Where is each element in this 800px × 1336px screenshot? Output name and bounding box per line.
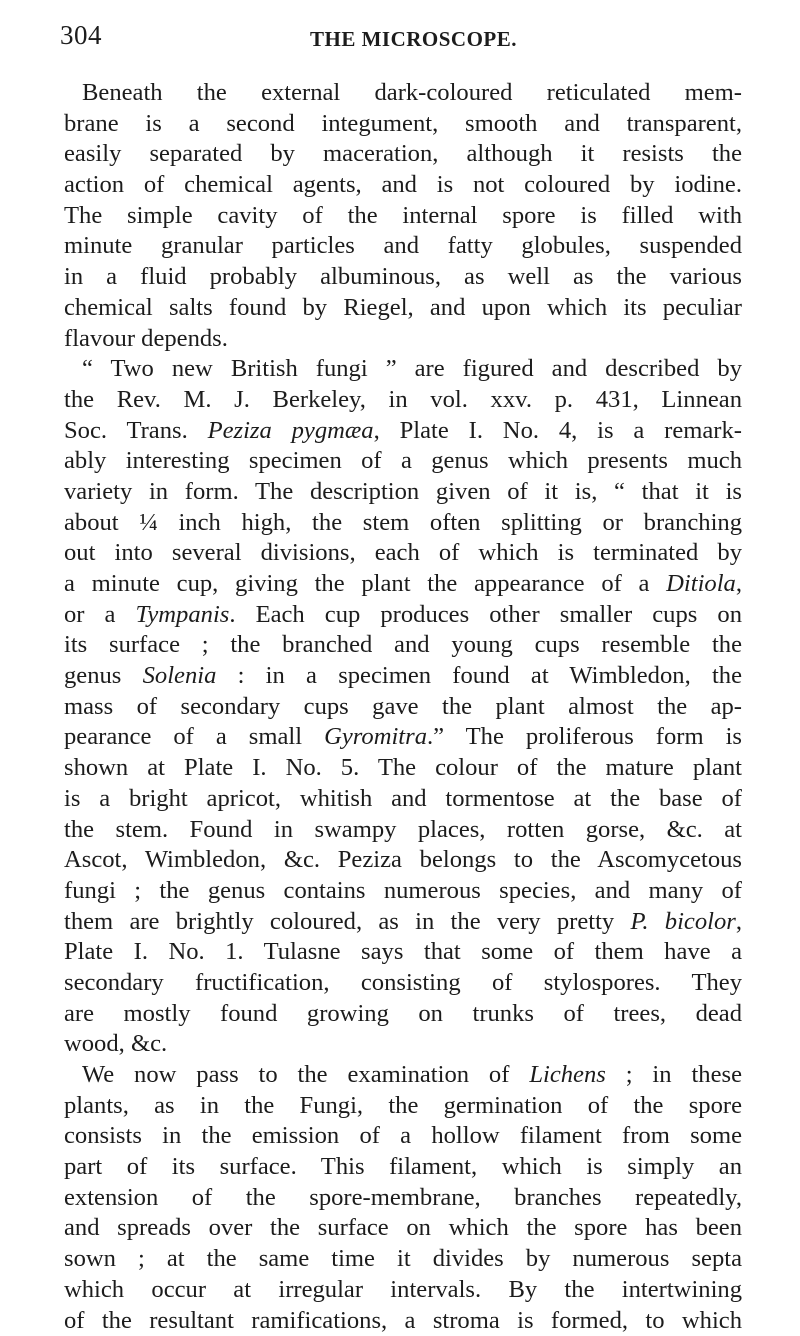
- text-line: sown ; at the same time it divides by numerous septa: [64, 1244, 742, 1275]
- text-line: secondary fructification, consisting of stylospores. They: [64, 968, 742, 999]
- text-line: fungi ; the genus contains numerous species, and many of: [64, 876, 742, 907]
- paragraph-british-fungi: [64, 354, 742, 1060]
- paragraph-lichens: [64, 1060, 742, 1336]
- page-header: [60, 20, 750, 56]
- text-line: extension of the spore-membrane, branches repeatedly,: [64, 1183, 742, 1214]
- text-line: variety in form. The description given of it is, “ that it is: [64, 477, 742, 508]
- text-line: a minute cup, giving the plant the appearance of a Ditiola,: [64, 569, 742, 600]
- text-line: Plate I. No. 1. Tulasne says that some of them have a: [64, 937, 742, 968]
- page-number: 304: [60, 20, 102, 51]
- text-line: is a bright apricot, whitish and tormentose at the base of: [64, 784, 742, 815]
- text-line: Soc. Trans. Peziza pygmæa, Plate I. No. 4, is a remark-: [64, 416, 742, 447]
- text-line: easily separated by maceration, although it resists the: [64, 139, 742, 170]
- text-line: them are brightly coloured, as in the very pretty P. bicolor,: [64, 907, 742, 938]
- text-line: of the resultant ramifications, a stroma is formed, to which: [64, 1306, 742, 1336]
- text-line: are mostly found growing on trunks of trees, dead: [64, 999, 742, 1030]
- paragraph-spore-membrane: [64, 78, 742, 354]
- text-line: about ¼ inch high, the stem often splitting or branching: [64, 508, 742, 539]
- text-line: consists in the emission of a hollow filament from some: [64, 1121, 742, 1152]
- text-line: plants, as in the Fungi, the germination of the spore: [64, 1091, 742, 1122]
- text-line: part of its surface. This filament, which is simply an: [64, 1152, 742, 1183]
- body-text: [64, 78, 742, 1336]
- text-line: genus Solenia : in a specimen found at Wimbledon, the: [64, 661, 742, 692]
- text-line: We now pass to the examination of Lichens ; in these: [64, 1060, 742, 1091]
- text-line: shown at Plate I. No. 5. The colour of the mature plant: [64, 753, 742, 784]
- text-line: which occur at irregular intervals. By the intertwining: [64, 1275, 742, 1306]
- text-line: ably interesting specimen of a genus which presents much: [64, 446, 742, 477]
- text-line: Beneath the external dark-coloured reticulated mem-: [64, 78, 742, 109]
- text-line: minute granular particles and fatty globules, suspended: [64, 231, 742, 262]
- text-line: chemical salts found by Riegel, and upon which its peculiar: [64, 293, 742, 324]
- text-line: in a fluid probably albuminous, as well as the various: [64, 262, 742, 293]
- text-line: “ Two new British fungi ” are figured and described by: [64, 354, 742, 385]
- text-line: flavour depends.: [64, 324, 742, 355]
- text-line: and spreads over the surface on which the spore has been: [64, 1213, 742, 1244]
- text-line: brane is a second integument, smooth and transparent,: [64, 109, 742, 140]
- text-line: or a Tympanis. Each cup produces other smaller cups on: [64, 600, 742, 631]
- text-line: action of chemical agents, and is not coloured by iodine.: [64, 170, 742, 201]
- text-line: the Rev. M. J. Berkeley, in vol. xxv. p. 431, Linnean: [64, 385, 742, 416]
- text-line: Ascot, Wimbledon, &c. Peziza belongs to the Ascomycetous: [64, 845, 742, 876]
- text-line: pearance of a small Gyromitra.” The proliferous form is: [64, 722, 742, 753]
- text-line: wood, &c.: [64, 1029, 742, 1060]
- text-line: The simple cavity of the internal spore is filled with: [64, 201, 742, 232]
- text-line: the stem. Found in swampy places, rotten gorse, &c. at: [64, 815, 742, 846]
- running-head: THE MICROSCOPE.: [310, 27, 517, 52]
- text-line: mass of secondary cups gave the plant almost the ap-: [64, 692, 742, 723]
- text-line: out into several divisions, each of which is terminated by: [64, 538, 742, 569]
- text-line: its surface ; the branched and young cups resemble the: [64, 630, 742, 661]
